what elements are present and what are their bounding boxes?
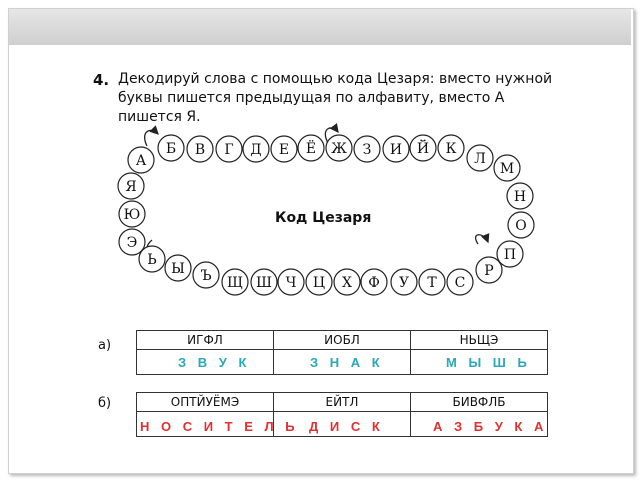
letter-label: Н bbox=[513, 189, 527, 205]
letter-circle bbox=[497, 241, 523, 267]
letter-circle bbox=[271, 136, 297, 162]
letter-circle bbox=[383, 136, 409, 162]
letter-circle bbox=[438, 135, 464, 161]
letter-circle bbox=[298, 135, 324, 161]
letter-label: Е bbox=[278, 142, 290, 158]
letter-label: У bbox=[398, 275, 410, 291]
letter-label: Ж bbox=[331, 141, 347, 157]
encoded-word: ЕЙТЛ bbox=[274, 393, 411, 412]
letter-label: Х bbox=[342, 275, 352, 291]
answer-word: М Ы Ш Ь bbox=[446, 355, 531, 370]
letter-label: Э bbox=[126, 235, 138, 251]
letter-circle bbox=[165, 255, 191, 281]
letter-circle bbox=[187, 136, 213, 162]
letter-label: Г bbox=[224, 142, 234, 158]
encoded-word: ИОБЛ bbox=[274, 331, 411, 350]
encoded-word: ОПТЙУЁМЭ bbox=[137, 393, 274, 412]
letter-label: В bbox=[194, 142, 206, 158]
letter-label: Ц bbox=[312, 275, 326, 291]
letter-circle bbox=[119, 229, 145, 255]
task-number: 4. bbox=[93, 71, 110, 89]
section-a-label: а) bbox=[98, 338, 112, 353]
letter-circle bbox=[251, 269, 277, 295]
letter-label: Ф bbox=[368, 275, 380, 291]
letter-circle bbox=[410, 135, 436, 161]
letter-circle bbox=[193, 262, 219, 288]
code-title: Код Цезаря bbox=[275, 210, 372, 226]
letter-circle bbox=[216, 136, 242, 162]
answer-word: Н О С И Т Е Л Ь bbox=[140, 419, 299, 434]
answer-word: А З Б У К А bbox=[433, 419, 548, 434]
letter-label: Ь bbox=[147, 252, 157, 268]
letter-circle bbox=[326, 135, 352, 161]
letter-circle bbox=[334, 269, 360, 295]
letter-label: Ё bbox=[305, 141, 317, 157]
encoded-word: НЬЩЭ bbox=[411, 331, 548, 350]
letter-circle bbox=[118, 173, 144, 199]
letter-label: П bbox=[503, 247, 517, 263]
letter-circle bbox=[354, 136, 380, 162]
section-b-label: б) bbox=[98, 396, 112, 411]
letter-label: Б bbox=[165, 141, 177, 157]
letter-circle bbox=[494, 155, 520, 181]
task-line-1: Декодируй слова с помощью кода Цезаря: вместо нужной bbox=[118, 71, 553, 87]
letter-circle bbox=[243, 136, 269, 162]
letter-label: К bbox=[445, 141, 457, 157]
letter-circle bbox=[278, 269, 304, 295]
answer-word: Д И С К bbox=[309, 419, 384, 434]
letter-circle bbox=[158, 135, 184, 161]
letter-label: М bbox=[499, 161, 515, 177]
letter-label: Ы bbox=[171, 261, 185, 277]
task-line-2: буквы пишется предыдущая по алфавиту, вместо А пишется Я. bbox=[118, 90, 505, 125]
letter-circle bbox=[222, 269, 248, 295]
encoded-word: ИГФЛ bbox=[137, 331, 274, 350]
letter-label: Щ bbox=[227, 275, 243, 291]
letter-circle bbox=[467, 145, 493, 171]
letter-label: О bbox=[515, 218, 527, 234]
letter-label: С bbox=[454, 275, 466, 291]
letter-circle bbox=[447, 269, 473, 295]
letter-circle bbox=[128, 147, 154, 173]
letter-circle bbox=[391, 269, 417, 295]
letter-label: Л bbox=[474, 151, 486, 167]
letter-label: Р bbox=[484, 263, 494, 279]
arrow-icon bbox=[476, 235, 488, 244]
letter-label: З bbox=[362, 142, 372, 158]
letter-label: Я bbox=[125, 179, 137, 195]
letter-circle bbox=[419, 269, 445, 295]
letter-circle bbox=[306, 269, 332, 295]
letter-circle bbox=[507, 183, 533, 209]
letter-label: Ч bbox=[285, 275, 297, 291]
answer-word: З Н А К bbox=[310, 355, 384, 370]
letter-label: Ъ bbox=[200, 268, 212, 284]
letter-circle bbox=[476, 257, 502, 283]
answer-word: З В У К bbox=[178, 355, 251, 370]
arrow-icon bbox=[145, 130, 158, 146]
letter-circle bbox=[361, 269, 387, 295]
letter-circle bbox=[508, 212, 534, 238]
letter-label: И bbox=[389, 142, 403, 158]
letter-label: Т bbox=[427, 275, 437, 291]
letter-label: Ю bbox=[123, 207, 141, 223]
letter-label: А bbox=[135, 153, 147, 169]
letter-label: Ш bbox=[256, 275, 272, 291]
letter-label: Д bbox=[250, 142, 262, 158]
encoded-word: БИВФЛБ bbox=[411, 393, 548, 412]
letter-circle bbox=[119, 201, 145, 227]
letter-label: Й bbox=[416, 141, 430, 157]
